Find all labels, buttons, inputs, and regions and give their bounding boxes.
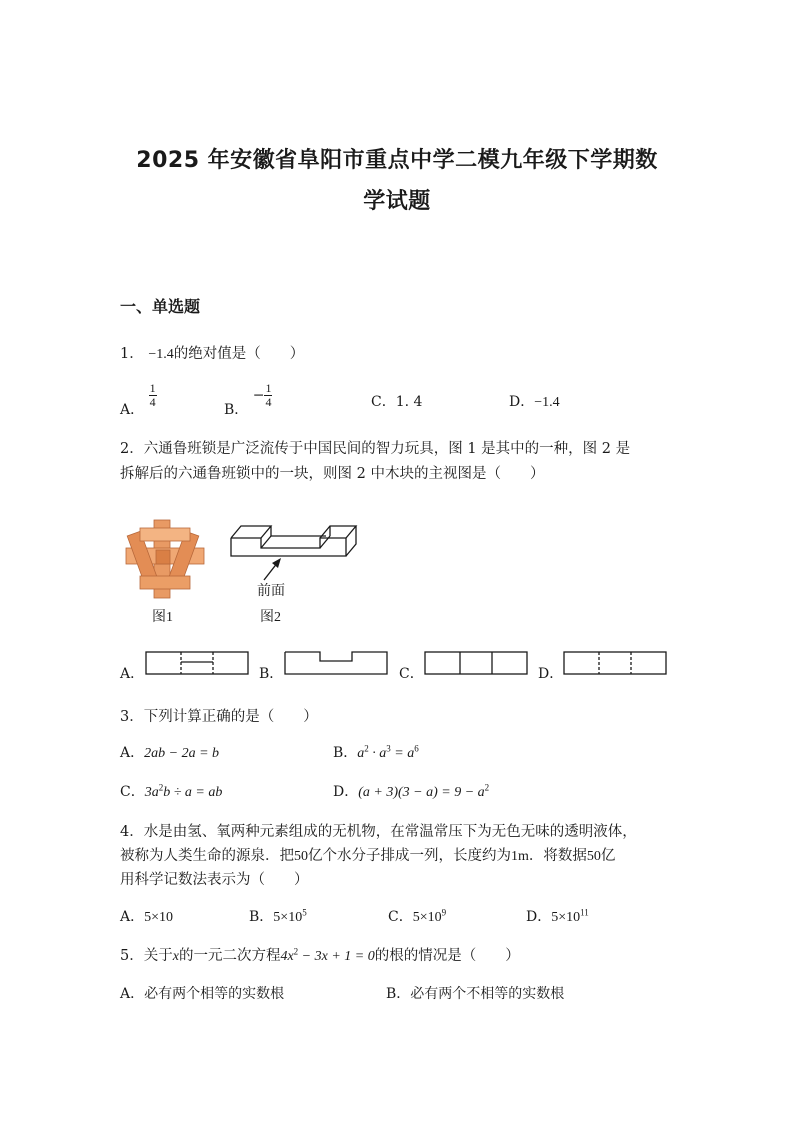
q1-option-d[interactable] bbox=[509, 391, 560, 411]
question-2-line1 bbox=[120, 437, 630, 458]
page-title-line1: 2025 年安徽省阜阳市重点中学二模九年级下学期数 bbox=[136, 148, 658, 173]
q1-option-a[interactable] bbox=[120, 381, 157, 418]
option-label: A． bbox=[120, 909, 145, 925]
q2-option-d-view[interactable] bbox=[563, 651, 667, 675]
figure-2-caption: 图2 bbox=[260, 610, 281, 625]
exponent: 2 bbox=[293, 946, 299, 957]
q4-number: 50 bbox=[294, 849, 308, 864]
exponent: 2 bbox=[364, 743, 369, 754]
option-value: 5×10 bbox=[144, 910, 174, 925]
exponent: 6 bbox=[414, 743, 419, 754]
q4-option-b[interactable] bbox=[249, 906, 307, 926]
q2-option-c-view[interactable] bbox=[424, 651, 528, 675]
q1-stem-math: −1.4 bbox=[148, 347, 174, 362]
question-number: 2． bbox=[120, 441, 144, 457]
question-3 bbox=[120, 705, 318, 726]
base: a bbox=[357, 746, 365, 761]
exponent: 3 bbox=[386, 743, 391, 754]
exponent: 5 bbox=[302, 907, 307, 918]
base: a bbox=[379, 746, 387, 761]
q4-option-d[interactable] bbox=[526, 906, 589, 926]
q4-text: 亿 bbox=[600, 848, 616, 864]
q5-text: 的一元二次方程 bbox=[178, 948, 281, 964]
option-label: A． bbox=[120, 401, 145, 418]
q3-option-a[interactable] bbox=[120, 742, 219, 762]
option-label: B． bbox=[249, 909, 274, 925]
equation-term: − 3x + 1 = 0 bbox=[298, 949, 375, 964]
question-4-line3: 用科学记数法表示为（ ） bbox=[120, 872, 309, 888]
question-2-line2: 拆解后的六通鲁班锁中的一块，则图 2 中木块的主视图是（ ） bbox=[120, 466, 545, 482]
question-number: 4． bbox=[120, 824, 144, 840]
operator: · bbox=[368, 746, 380, 761]
section-heading: 一、单选题 bbox=[120, 297, 201, 316]
question-5 bbox=[120, 944, 520, 965]
equation-term: 4x bbox=[280, 949, 294, 964]
option-expression: 2ab − 2a = b bbox=[144, 746, 220, 761]
q3-option-c[interactable] bbox=[120, 781, 222, 801]
option-label: C． bbox=[388, 909, 413, 925]
q4-text: ．将数据 bbox=[528, 848, 587, 864]
term: b ÷ a = ab bbox=[163, 785, 223, 800]
fraction bbox=[149, 382, 157, 409]
option-label: B． bbox=[333, 745, 358, 761]
q2-option-a-label[interactable]: A． bbox=[120, 666, 145, 682]
q4-text-line1: 水是由氢、氧两种元素组成的无机物，在常温常压下为无色无味的透明液体， bbox=[143, 824, 637, 840]
q3-option-d[interactable] bbox=[333, 781, 489, 801]
minus-sign: − bbox=[252, 387, 265, 404]
option-label: D． bbox=[509, 394, 535, 410]
q2-option-a-view[interactable] bbox=[145, 651, 249, 675]
q1-option-b[interactable] bbox=[224, 381, 272, 418]
option-label: B． bbox=[224, 401, 249, 418]
q5-option-a[interactable]: A．必有两个相等的实数根 bbox=[120, 986, 285, 1002]
fraction bbox=[264, 382, 272, 409]
question-4-line2 bbox=[120, 844, 615, 865]
q4-option-a[interactable] bbox=[120, 906, 173, 926]
expression: (a + 3)(3 − a) = 9 − a bbox=[358, 785, 485, 800]
question-number: 1． bbox=[120, 346, 144, 362]
q4-number: 50 bbox=[586, 849, 601, 864]
q5-text: 关于 bbox=[143, 948, 173, 964]
option-value: 1. 4 bbox=[395, 394, 423, 410]
base: 5×10 bbox=[412, 910, 442, 925]
term: 3a bbox=[144, 785, 159, 800]
option-label: D． bbox=[526, 909, 552, 925]
q1-stem-text: 的绝对值是（ ） bbox=[173, 346, 305, 362]
exponent: 2 bbox=[158, 782, 164, 793]
denominator: 4 bbox=[149, 395, 156, 409]
q5-option-b[interactable]: B．必有两个不相等的实数根 bbox=[386, 986, 565, 1002]
numerator: 1 bbox=[265, 381, 272, 395]
exponent: 9 bbox=[441, 907, 447, 918]
exponent: 11 bbox=[580, 907, 589, 918]
result: = a bbox=[390, 746, 415, 761]
option-label: C． bbox=[371, 394, 396, 410]
q4-option-c[interactable] bbox=[388, 906, 446, 926]
q5-variable: x bbox=[172, 949, 179, 964]
q2-text-line1: 六通鲁班锁是广泛流传于中国民间的智力玩具，图 1 是其中的一种，图 2 是 bbox=[143, 441, 631, 457]
q4-text: 亿个水分子排成一列，长度约为 bbox=[308, 848, 511, 864]
base: 5×10 bbox=[273, 910, 303, 925]
figure-1-caption: 图1 bbox=[152, 610, 173, 625]
wooden-block-figure bbox=[226, 518, 366, 600]
q2-option-b-view[interactable] bbox=[284, 651, 388, 675]
exponent: 2 bbox=[484, 782, 490, 793]
q3-stem: 下列计算正确的是（ ） bbox=[143, 709, 318, 725]
q2-option-c-label[interactable]: C． bbox=[399, 666, 424, 682]
option-label: A． bbox=[120, 745, 145, 761]
base: 5×10 bbox=[551, 910, 581, 925]
q5-text: 的根的情况是（ ） bbox=[374, 948, 520, 964]
q4-unit: 1m bbox=[511, 849, 529, 864]
question-number: 5． bbox=[120, 948, 144, 964]
q3-option-b[interactable] bbox=[333, 742, 419, 762]
question-4-line1 bbox=[120, 820, 637, 841]
numerator: 1 bbox=[149, 381, 156, 395]
front-label: 前面 bbox=[257, 584, 285, 599]
option-label: D． bbox=[333, 784, 359, 800]
denominator: 4 bbox=[265, 395, 272, 409]
option-value: −1.4 bbox=[534, 395, 560, 410]
question-number: 3． bbox=[120, 709, 144, 725]
question-1 bbox=[120, 342, 304, 363]
q2-option-d-label[interactable]: D． bbox=[538, 666, 564, 682]
q1-option-c[interactable] bbox=[371, 391, 422, 411]
page-title-line2: 学试题 bbox=[363, 189, 431, 214]
q4-text: 被称为人类生命的源泉．把 bbox=[120, 848, 294, 864]
option-label: C． bbox=[120, 784, 145, 800]
burr-puzzle-image bbox=[124, 518, 206, 600]
q2-option-b-label[interactable]: B． bbox=[259, 666, 284, 682]
